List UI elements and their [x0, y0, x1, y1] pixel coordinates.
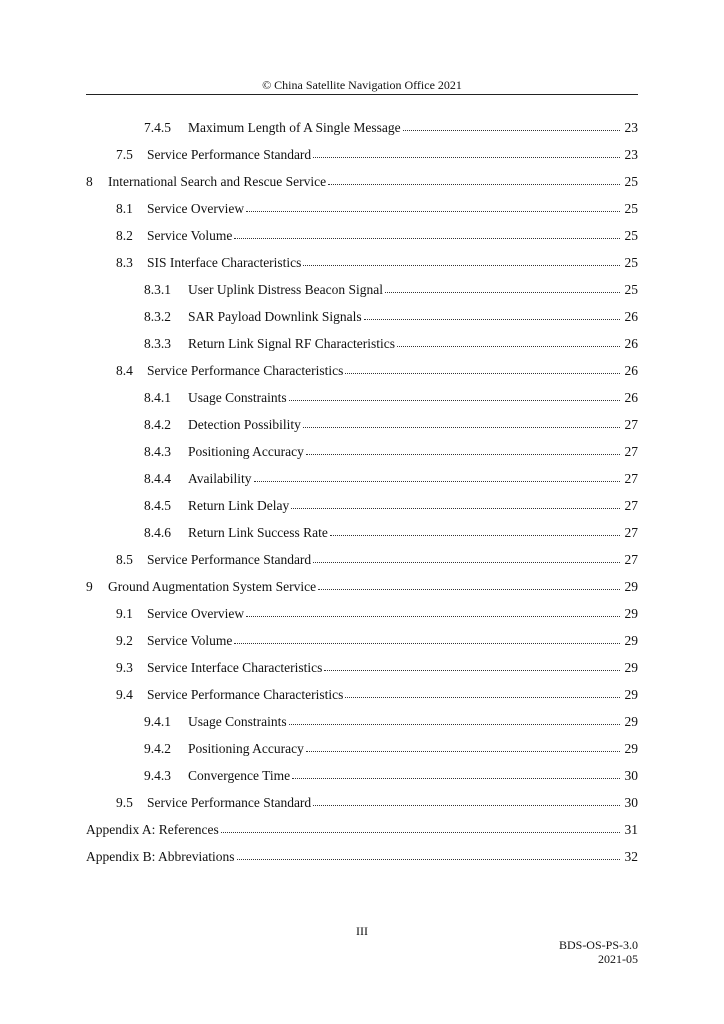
toc-entry-title: Ground Augmentation System Service [108, 579, 317, 594]
toc-entry[interactable] [86, 762, 638, 789]
toc-entry-page: 27 [624, 444, 638, 459]
toc-entry-number: 8.4.3 [144, 444, 171, 459]
page-number: III [356, 924, 368, 938]
toc-leader-dots [328, 184, 620, 185]
toc-entry-title: Convergence Time [188, 768, 291, 783]
page-header: © China Satellite Navigation Office 2021 [262, 78, 462, 92]
toc-leader-dots [330, 535, 620, 536]
toc-leader-dots [345, 697, 620, 698]
toc-entry[interactable] [86, 357, 638, 384]
toc-entry[interactable] [86, 654, 638, 681]
toc-entry-page: 30 [624, 768, 638, 783]
toc-entry-title: Service Overview [147, 606, 245, 621]
toc-entry-page: 30 [624, 795, 638, 810]
toc-entry-title: Service Performance Characteristics [147, 687, 344, 702]
toc-entry[interactable] [86, 681, 638, 708]
toc-entry-page: 29 [624, 633, 638, 648]
toc-leader-dots [403, 130, 620, 131]
toc-entry[interactable] [86, 141, 638, 168]
toc-entry[interactable] [86, 465, 638, 492]
document-id: BDS-OS-PS-3.0 [558, 938, 638, 952]
toc-entry-number: 7.5 [116, 147, 133, 162]
toc-leader-dots [318, 589, 620, 590]
toc-entry-page: 29 [624, 714, 638, 729]
toc-entry-title: Return Link Success Rate [188, 525, 328, 540]
toc-entry-page: 25 [624, 255, 638, 270]
toc-entry[interactable] [86, 411, 638, 438]
document-id-block [559, 938, 638, 966]
toc-entry-page: 26 [624, 309, 638, 324]
toc-entry-title: Service Volume [147, 633, 233, 648]
toc-leader-dots [313, 562, 620, 563]
toc-entry-page: 23 [624, 147, 638, 162]
toc-entry-number: 8.4.1 [144, 390, 171, 405]
toc-leader-dots [345, 373, 620, 374]
toc-entry-title: SIS Interface Characteristics [147, 255, 302, 270]
toc-leader-dots [254, 481, 621, 482]
toc-entry-number: 9.2 [116, 633, 133, 648]
toc-entry[interactable] [86, 384, 638, 411]
toc-leader-dots [385, 292, 620, 293]
toc-leader-dots [303, 427, 620, 428]
toc-leader-dots [306, 454, 620, 455]
toc-entry-number: 9.4.1 [144, 714, 171, 729]
toc-entry-page: 26 [624, 363, 638, 378]
toc-entry[interactable] [86, 492, 638, 519]
toc-entry-number: 8.2 [116, 228, 133, 243]
toc-leader-dots [364, 319, 620, 320]
toc-entry[interactable] [86, 708, 638, 735]
toc-entry[interactable] [86, 519, 638, 546]
toc-entry[interactable] [86, 627, 638, 654]
toc-leader-dots [289, 724, 620, 725]
toc-entry[interactable] [86, 735, 638, 762]
toc-entry-number: 8.3.1 [144, 282, 171, 297]
toc-entry-page: 29 [624, 606, 638, 621]
toc-entry[interactable] [86, 249, 638, 276]
toc-entry-number: 9.4.3 [144, 768, 171, 783]
toc-entry-number: 7.4.5 [144, 120, 171, 135]
toc-entry[interactable] [86, 114, 638, 141]
toc-entry[interactable] [86, 438, 638, 465]
toc-entry-number: 8.4 [116, 363, 133, 378]
document-date: 2021-05 [598, 952, 638, 966]
toc-entry-title: Service Performance Characteristics [147, 363, 344, 378]
toc-leader-dots [234, 643, 620, 644]
toc-leader-dots [246, 211, 620, 212]
toc-entry[interactable] [86, 222, 638, 249]
toc-entry-page: 25 [624, 228, 638, 243]
toc-entry-page: 31 [624, 822, 638, 837]
toc-entry-number: 9.1 [116, 606, 133, 621]
toc-entry-number: 9.3 [116, 660, 133, 675]
toc-entry-number: 9.4.2 [144, 741, 171, 756]
toc-entry-title: International Search and Rescue Service [108, 174, 327, 189]
toc-entry-title: Appendix A: References [86, 822, 219, 837]
toc-leader-dots [234, 238, 620, 239]
header-divider [86, 94, 638, 95]
toc-entry[interactable] [86, 168, 638, 195]
toc-entry-page: 32 [624, 849, 638, 864]
toc-entry-number: 8.5 [116, 552, 133, 567]
toc-entry-title: Service Performance Standard [147, 552, 312, 567]
table-of-contents [86, 114, 638, 870]
toc-leader-dots [289, 400, 620, 401]
toc-leader-dots [291, 508, 620, 509]
toc-entry-number: 8 [86, 174, 93, 189]
toc-entry-page: 25 [624, 282, 638, 297]
toc-entry-title: Return Link Delay [188, 498, 290, 513]
toc-entry-title: Positioning Accuracy [188, 741, 304, 756]
toc-entry-page: 26 [624, 390, 638, 405]
toc-entry-page: 29 [624, 741, 638, 756]
toc-entry[interactable] [86, 195, 638, 222]
toc-entry[interactable] [86, 573, 638, 600]
toc-entry-page: 27 [624, 552, 638, 567]
toc-entry[interactable] [86, 546, 638, 573]
toc-entry-page: 27 [624, 471, 638, 486]
toc-entry-page: 29 [624, 687, 638, 702]
toc-entry[interactable] [86, 789, 638, 816]
toc-leader-dots [237, 859, 621, 860]
toc-leader-dots [313, 805, 620, 806]
toc-entry-title: Return Link Signal RF Characteristics [188, 336, 395, 351]
toc-entry[interactable] [86, 816, 638, 843]
toc-entry[interactable] [86, 600, 638, 627]
toc-entry-number: 8.3.3 [144, 336, 171, 351]
toc-entry[interactable] [86, 276, 638, 303]
toc-entry-page: 27 [624, 417, 638, 432]
toc-leader-dots [221, 832, 620, 833]
toc-entry-number: 8.4.5 [144, 498, 171, 513]
toc-entry-title: SAR Payload Downlink Signals [188, 309, 362, 324]
toc-entry-page: 27 [624, 525, 638, 540]
toc-entry-title: Service Volume [147, 228, 233, 243]
toc-leader-dots [292, 778, 620, 779]
toc-entry-number: 9.4 [116, 687, 133, 702]
toc-entry-number: 8.1 [116, 201, 133, 216]
toc-entry-page: 25 [624, 201, 638, 216]
toc-entry-title: Appendix B: Abbreviations [86, 849, 235, 864]
toc-entry-number: 9 [86, 579, 93, 594]
toc-entry-title: User Uplink Distress Beacon Signal [188, 282, 383, 297]
toc-entry-title: Service Performance Standard [147, 795, 312, 810]
toc-entry-title: Availability [188, 471, 252, 486]
toc-entry-number: 8.4.4 [144, 471, 171, 486]
toc-entry-number: 9.5 [116, 795, 133, 810]
toc-entry[interactable] [86, 303, 638, 330]
toc-entry-title: Service Overview [147, 201, 245, 216]
toc-entry-title: Service Performance Standard [147, 147, 312, 162]
toc-entry[interactable] [86, 330, 638, 357]
toc-leader-dots [303, 265, 620, 266]
toc-entry-title: Service Interface Characteristics [147, 660, 323, 675]
toc-entry-title: Detection Possibility [188, 417, 301, 432]
toc-entry-page: 29 [624, 660, 638, 675]
toc-leader-dots [397, 346, 620, 347]
toc-entry-title: Positioning Accuracy [188, 444, 304, 459]
toc-entry-page: 29 [624, 579, 638, 594]
toc-leader-dots [246, 616, 620, 617]
toc-leader-dots [306, 751, 620, 752]
toc-entry-number: 8.3 [116, 255, 133, 270]
toc-entry[interactable] [86, 843, 638, 870]
toc-leader-dots [324, 670, 620, 671]
toc-entry-title: Usage Constraints [188, 390, 287, 405]
toc-entry-page: 26 [624, 336, 638, 351]
toc-entry-page: 27 [624, 498, 638, 513]
toc-entry-title: Maximum Length of A Single Message [188, 120, 401, 135]
toc-entry-number: 8.4.2 [144, 417, 171, 432]
toc-entry-page: 23 [624, 120, 638, 135]
toc-entry-number: 8.4.6 [144, 525, 171, 540]
toc-entry-page: 25 [624, 174, 638, 189]
toc-entry-title: Usage Constraints [188, 714, 287, 729]
toc-entry-number: 8.3.2 [144, 309, 171, 324]
toc-leader-dots [313, 157, 620, 158]
